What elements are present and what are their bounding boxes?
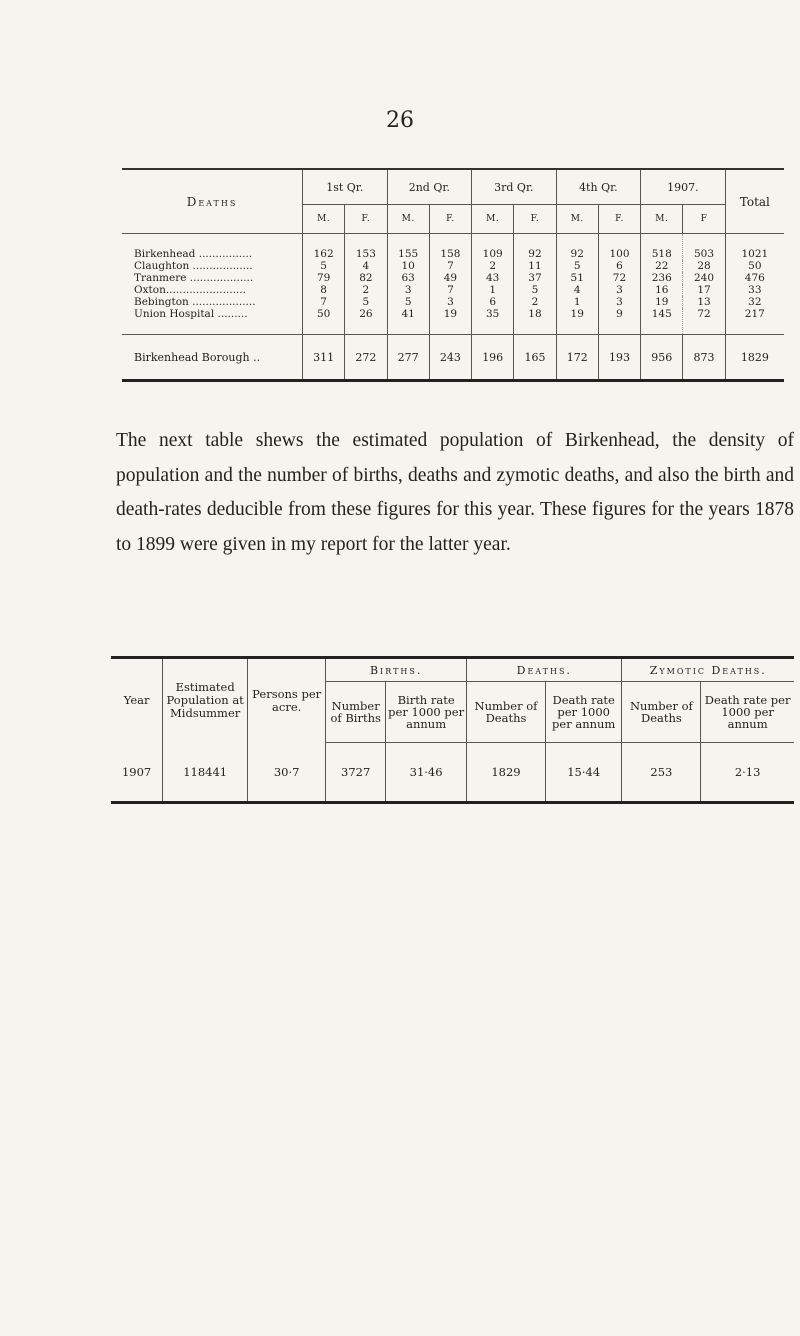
cell: 217 xyxy=(725,308,784,335)
cell: 165 xyxy=(514,335,556,381)
cell: 3 xyxy=(429,296,471,308)
cell: 503 xyxy=(683,234,725,261)
cell: 100 xyxy=(598,234,640,261)
cell: 311 xyxy=(303,335,345,381)
cell: 272 xyxy=(345,335,387,381)
cell: 1 xyxy=(556,296,598,308)
cell: 19 xyxy=(429,308,471,335)
cell: 82 xyxy=(345,272,387,284)
cell: 153 xyxy=(345,234,387,261)
cell: 2 xyxy=(472,260,514,272)
cell: 49 xyxy=(429,272,471,284)
cell: 5 xyxy=(514,284,556,296)
persons-per-acre-cell: 30·7 xyxy=(248,743,326,803)
cell: 5 xyxy=(556,260,598,272)
cell: 50 xyxy=(725,260,784,272)
births-cell: 3727 xyxy=(326,743,386,803)
row-label: Union Hospital ......... xyxy=(134,308,248,320)
cell: 155 xyxy=(387,234,429,261)
cell: 236 xyxy=(641,272,683,284)
cell: 145 xyxy=(641,308,683,335)
cell: 28 xyxy=(683,260,725,272)
cell: 243 xyxy=(429,335,471,381)
birth-rate-header: Birth rate per 1000 per annum xyxy=(386,682,467,743)
sub-header-m: M. xyxy=(641,205,683,234)
quarter-header: 4th Qr. xyxy=(556,169,641,205)
cell: 1021 xyxy=(725,234,784,261)
cell: 16 xyxy=(641,284,683,296)
cell: 196 xyxy=(472,335,514,381)
row-label: Claughton .................. xyxy=(134,260,253,272)
cell: 3 xyxy=(598,296,640,308)
deaths-table-title: Deaths xyxy=(122,169,303,234)
cell: 5 xyxy=(303,260,345,272)
deaths-number-header: Number of Deaths xyxy=(467,682,546,743)
quarter-header: 2nd Qr. xyxy=(387,169,472,205)
sub-header-f: F xyxy=(683,205,725,234)
population-cell: 118441 xyxy=(163,743,248,803)
births-number-header: Number of Births xyxy=(326,682,386,743)
persons-per-acre-header: Persons per acre. xyxy=(248,658,326,743)
cell: 41 xyxy=(387,308,429,335)
table-row xyxy=(122,272,784,284)
cell: 33 xyxy=(725,284,784,296)
cell: 7 xyxy=(303,296,345,308)
cell: 9 xyxy=(598,308,640,335)
quarter-header: 3rd Qr. xyxy=(472,169,557,205)
cell: 172 xyxy=(556,335,598,381)
sub-header-f: F. xyxy=(345,205,387,234)
cell: 1 xyxy=(472,284,514,296)
cell: 35 xyxy=(472,308,514,335)
cell: 2 xyxy=(345,284,387,296)
cell: 3 xyxy=(387,284,429,296)
total-header: Total xyxy=(725,169,784,234)
population-table xyxy=(111,656,794,804)
zymotic-rate-header: Death rate per 1000 per annum xyxy=(701,682,794,743)
sub-header-m: M. xyxy=(387,205,429,234)
cell: 193 xyxy=(598,335,640,381)
cell: 3 xyxy=(598,284,640,296)
cell: 79 xyxy=(303,272,345,284)
row-label: Birkenhead ................ xyxy=(134,248,253,260)
table-row xyxy=(122,296,784,308)
birth-rate-cell: 31·46 xyxy=(386,743,467,803)
cell: 92 xyxy=(556,234,598,261)
cell: 19 xyxy=(641,296,683,308)
cell: 518 xyxy=(641,234,683,261)
deaths-table xyxy=(122,168,784,382)
table-row xyxy=(122,260,784,272)
row-label: Birkenhead Borough .. xyxy=(122,335,303,381)
cell: 2 xyxy=(514,296,556,308)
cell: 277 xyxy=(387,335,429,381)
cell: 109 xyxy=(472,234,514,261)
cell: 17 xyxy=(683,284,725,296)
zymotic-group-header: Zymotic Deaths. xyxy=(622,658,794,682)
table-row xyxy=(122,234,784,261)
cell: 92 xyxy=(514,234,556,261)
births-group-header: Births. xyxy=(326,658,467,682)
deaths-group-header: Deaths. xyxy=(467,658,622,682)
cell: 7 xyxy=(429,284,471,296)
row-label: Tranmere ................... xyxy=(134,272,254,284)
row-label: Bebington ................... xyxy=(134,296,256,308)
sub-header-f: F. xyxy=(429,205,471,234)
cell: 956 xyxy=(641,335,683,381)
quarter-header: 1st Qr. xyxy=(303,169,388,205)
zymotic-deaths-cell: 253 xyxy=(622,743,701,803)
cell: 32 xyxy=(725,296,784,308)
table-row xyxy=(111,743,794,803)
cell: 19 xyxy=(556,308,598,335)
sub-header-f: F. xyxy=(514,205,556,234)
death-rate-cell: 15·44 xyxy=(545,743,622,803)
cell: 37 xyxy=(514,272,556,284)
cell: 43 xyxy=(472,272,514,284)
year-header: Year xyxy=(123,693,150,708)
cell: 476 xyxy=(725,272,784,284)
cell: 51 xyxy=(556,272,598,284)
deaths-cell: 1829 xyxy=(467,743,546,803)
cell: 162 xyxy=(303,234,345,261)
cell: 1829 xyxy=(725,335,784,381)
cell: 4 xyxy=(345,260,387,272)
cell: 13 xyxy=(683,296,725,308)
cell: 6 xyxy=(472,296,514,308)
zymotic-number-header: Number of Deaths xyxy=(622,682,701,743)
cell: 22 xyxy=(641,260,683,272)
sub-header-f: F. xyxy=(598,205,640,234)
table-row xyxy=(122,308,784,335)
row-label: Oxton........................ xyxy=(134,284,246,296)
table-row xyxy=(122,284,784,296)
cell: 63 xyxy=(387,272,429,284)
body-paragraph: The next table shews the estimated population of Birkenhead, the density of population and the number of births, deaths and zymotic deaths, and also the birth and death-rates deducible from these figures for this year. These figures for the years 1878 to 1899 were given in my report for the latter year. xyxy=(116,430,794,555)
cell: 18 xyxy=(514,308,556,335)
table-row-total xyxy=(122,335,784,381)
cell: 4 xyxy=(556,284,598,296)
sub-header-m: M. xyxy=(303,205,345,234)
cell: 72 xyxy=(598,272,640,284)
cell: 240 xyxy=(683,272,725,284)
cell: 8 xyxy=(303,284,345,296)
cell: 158 xyxy=(429,234,471,261)
zymotic-rate-cell: 2·13 xyxy=(701,743,794,803)
year-cell: 1907 xyxy=(121,764,152,779)
population-header: Estimated Population at Midsummer xyxy=(163,658,248,743)
cell: 5 xyxy=(345,296,387,308)
page-number: 26 xyxy=(386,108,414,133)
sub-header-m: M. xyxy=(556,205,598,234)
cell: 873 xyxy=(683,335,725,381)
cell: 26 xyxy=(345,308,387,335)
cell: 10 xyxy=(387,260,429,272)
cell: 72 xyxy=(683,308,725,335)
sub-header-m: M. xyxy=(472,205,514,234)
year-header: 1907. xyxy=(641,169,726,205)
cell: 5 xyxy=(387,296,429,308)
death-rate-header: Death rate per 1000 per annum xyxy=(545,682,622,743)
cell: 6 xyxy=(598,260,640,272)
cell: 7 xyxy=(429,260,471,272)
cell: 11 xyxy=(514,260,556,272)
cell: 50 xyxy=(303,308,345,335)
